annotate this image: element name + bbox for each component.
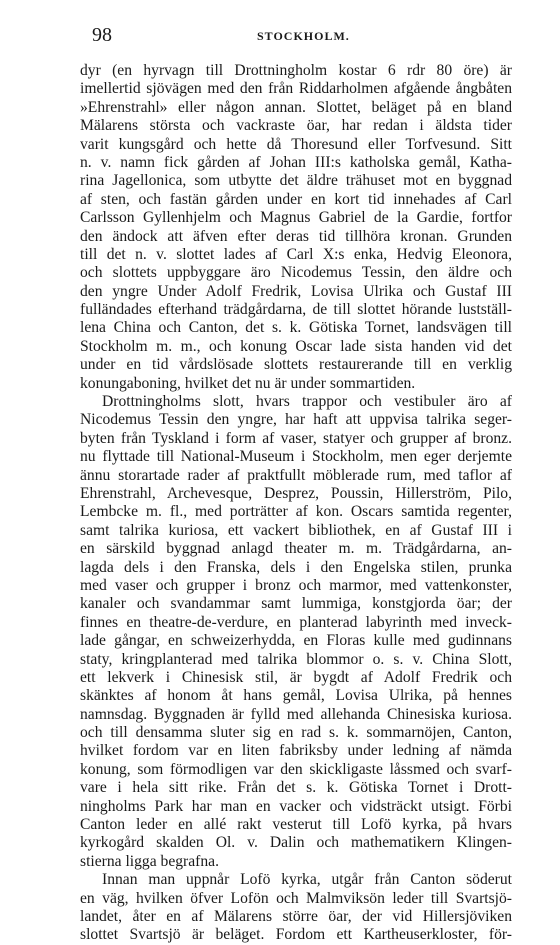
text-line: Carlsson Gyllenhjelm och Magnus Gabriel de la Gardie, fortfor	[80, 209, 512, 227]
text-line: vare i hela sitt rike. Från det s. k. Götiska Tornet i Drott-	[80, 779, 512, 797]
text-line: konung, som förmodligen var den skickligaste låssmed och svarf-	[80, 760, 512, 778]
body-text	[80, 62, 512, 945]
text-line: en särskild byggnad anlagd theater m. m. Trädgårdarna, an-	[80, 540, 512, 558]
text-line: »Ehrenstrahl» eller någon annan. Slottet, beläget på en bland	[80, 98, 512, 116]
text-line: varit kungsgård och hette då Thoresund eller Torfvesund. Sitt	[80, 135, 512, 153]
text-line: Lembcke m. fl., med porträtter af kon. Oscars samtida regenter,	[80, 503, 512, 521]
text-line: den yngre Under Adolf Fredrik, Lovisa Ulrika och Gustaf III	[80, 282, 512, 300]
text-line: rina Jagellonica, som utbytte det äldre trähuset mot en byggnad	[80, 172, 512, 190]
text-line: den ändock att äfven efter deras tid tillhöra kronan. Grunden	[80, 227, 512, 245]
text-line: Innan man uppnår Lofö kyrka, utgår från Canton söderut	[102, 871, 512, 889]
running-title: STOCKHOLM.	[257, 29, 350, 43]
text-line: ett lekverk i Chinesisk stil, är bygdt af Adolf Fredrik och	[80, 668, 512, 686]
text-line: slottet Svartsjö är beläget. Fordom ett Kartheuserkloster, för-	[80, 926, 512, 944]
text-line: lagda dels i den Franska, dels i den Engelska stilen, prunka	[80, 558, 512, 576]
text-line: en väg, hvilken öfver Lofön och Malmviksön leder till Svartsjö-	[80, 889, 512, 907]
text-line: Nicodemus Tessin den yngre, har haft att uppvisa talrika seger-	[80, 411, 512, 429]
text-line: dyr (en hyrvagn till Drottningholm kostar 6 rdr 80 öre) är	[80, 62, 512, 79]
text-line: lena China och Canton, det s. k. Götiska Tornet, landsvägen till	[80, 319, 512, 337]
text-line: med vaser och grupper i bronz och marmor, med vattenkonster,	[80, 576, 512, 594]
text-line: samt talrika kuriosa, ett vackert bibliothek, en af Gustaf III i	[80, 521, 512, 539]
page-number: 98	[92, 24, 112, 46]
text-line: fulländades efterhand trädgårdarna, de till slottet hörande lustställ-	[80, 301, 512, 319]
text-line: staty, kringplanterad med talrika blommor o. s. v. China Slott,	[80, 650, 512, 668]
text-line: Stockholm m. m., och konung Oscar lade sista handen vid det	[80, 337, 512, 355]
text-line: lade gångar, en schweizerhydda, en Floras kulle med gudinnans	[80, 632, 512, 650]
text-line: imellertid sjövägen med den från Riddarholmen afgående ångbåten	[80, 80, 512, 98]
text-line: ningholms Park har man en vacker och vidsträckt utsigt. Förbi	[80, 797, 512, 815]
text-line: konungaboning, hvilket det nu är under sommartiden.	[80, 374, 416, 392]
text-line: namnsdag. Byggnaden är fylld med allehanda Chinesiska kuriosa.	[80, 705, 512, 723]
text-line: Drottningholms slott, hvars trappor och vestibuler äro af	[102, 393, 512, 411]
text-line: landet, åter en af Mälarens större öar, der vid Hillersjöviken	[80, 907, 512, 925]
text-line: under en tid vårdslösade slottets restaurerande till en verklig	[80, 356, 512, 374]
text-line: till det n. v. slottet lades af Carl X:s enka, Hedvig Eleonora,	[80, 245, 512, 263]
text-line: kyrkogård skalden Ol. v. Dalin och mathematikern Klingen-	[80, 834, 512, 852]
running-head	[92, 24, 512, 46]
text-line: Ehrenstrahl, Archevesque, Desprez, Poussin, Hillerström, Pilo,	[80, 484, 512, 502]
text-line: och till densamma sluter sig en rad s. k. sommarnöjen, Canton,	[80, 724, 512, 742]
text-line: Mälarens största och vackraste öar, har redan i äldsta tider	[80, 117, 512, 135]
text-line: skänktes af honom åt hans gemål, Lovisa Ulrika, på hennes	[80, 687, 512, 705]
text-line: Canton leder en allé rakt vesterut till Lofö kyrka, på hvars	[80, 816, 512, 834]
text-line: af sten, och fastän gården under en kort tid innehades af Carl	[80, 190, 512, 208]
text-line: byten från Tyskland i form af vaser, statyer och grupper af bronz.	[80, 429, 512, 447]
text-line: och slottets uppbyggare äro Nicodemus Tessin, den äldre och	[80, 264, 512, 282]
text-line: nu flyttade till National-Museum i Stockholm, men eger derjemte	[80, 448, 512, 466]
text-line: ännu storartade rader af praktfullt möblerade rum, med taflor af	[80, 466, 512, 484]
text-line: kanaler och svandammar samt lummiga, konstgjorda öar; der	[80, 595, 512, 613]
text-line: hvilket fordom var en liten fabriksby under ledning af nämda	[80, 742, 512, 760]
text-line: finnes en theatre-de-verdure, en planterad labyrinth med inveck-	[80, 613, 512, 631]
text-line: stierna ligga begrafna.	[80, 852, 219, 870]
text-line: n. v. namn fick gården af Johan III:s katholska gemål, Katha-	[80, 153, 512, 171]
